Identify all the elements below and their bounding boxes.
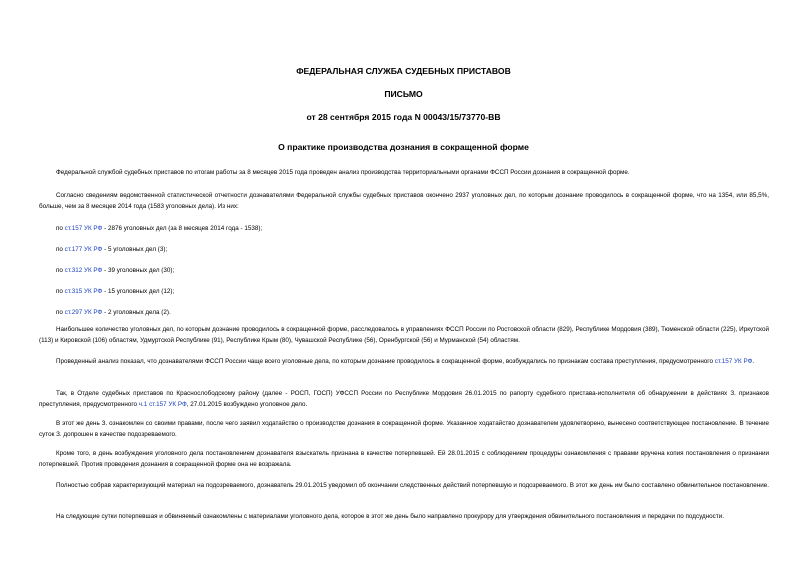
paragraph-8: Полностью собрав характеризующий материал на подозреваемого, дознаватель 29.01.2015 уведомил об окончании следственных действий потерпевшую и подозреваемого. В этот же день им было составлено обвинительное постановление. — [56, 482, 769, 489]
article-link[interactable]: ч.1 ст.157 УК РФ — [138, 400, 187, 408]
paragraph-7: Кроме того, в день возбуждения уголовного дела постановлением дознавателя взыскатель признана в качестве потерпевшей. Ей 28.01.2015 с соблюдением процедуры ознакомления с правами вручена копия постановления о признании потерпевшей. Против проведения дознания в сокращенной форме она не возражала. — [39, 450, 769, 468]
list-item: по ст.315 УК РФ - 15 уголовных дел (12); — [56, 288, 175, 295]
document-type: ПИСЬМО — [384, 89, 423, 99]
article-link[interactable]: ст.297 УК РФ — [64, 309, 103, 316]
document-subject: О практике производства дознания в сокращенной форме — [278, 142, 529, 152]
paragraph-2: Согласно сведениям ведомственной статистической отчетности дознавателями Федеральной службы судебных приставов окончено 2937 уголовных дел, по которым дознание проводилось в сокращенной форме, что на 1354, или 85,5%, больше, чем за 8 месяцев 2014 года (1583 уголовных дела). Из них: — [39, 192, 769, 210]
paragraph-9: На следующие сутки потерпевшая и обвиняемый ознакомлены с материалами уголовного дела, которое в этот же день было направлено прокурору для утверждения обвинительного постановления и передачи по подсудности. — [56, 513, 724, 520]
article-link[interactable]: ст.177 УК РФ — [64, 246, 103, 253]
article-link[interactable]: ст.312 УК РФ — [64, 267, 103, 274]
list-item: по ст.157 УК РФ - 2876 уголовных дел (за 8 месяцев 2014 года - 1538); — [56, 225, 263, 232]
list-item: по ст.297 УК РФ - 2 уголовных дела (2). — [56, 309, 171, 316]
paragraph-6: В этот же день З. ознакомлен со своими правами, после чего заявил ходатайство о производстве дознания в сокращенной форме. Указанное ходатайство дознавателем удовлетворено, вынесено соответствующее постановление. В течение суток З. допрошен в качестве подозреваемого. — [39, 420, 769, 438]
list-item: по ст.177 УК РФ - 5 уголовных дел (3); — [56, 246, 168, 253]
paragraph-1: Федеральной службой судебных приставов по итогам работы за 8 месяцев 2015 года проведен анализ производства территориальными органами ФССП России дознания в сокращенной форме. — [56, 169, 630, 176]
article-link[interactable]: ст.157 УК РФ — [64, 225, 103, 232]
date-number: от 28 сентября 2015 года N 00043/15/73770-ВВ — [306, 112, 501, 122]
paragraph-4: Проведенный анализ показал, что дознавателями ФССП России чаще всего уголовные дела, по которым дознание проводилось в сокращенной форме, возбуждались по признакам состава преступления, предусмотренного ст.157 УК РФ. — [56, 358, 755, 365]
paragraph-3: Наибольшее количество уголовных дел, по которым дознание проводилось в сокращенной форме, расследовалось в управлениях ФССП России по Ростовской области (829), Республике Мордовия (389), Тюменской области (225), Иркутской (113) и Кировской (106) областям, Удмуртской Республике (91), Республике Крым (80), Чувашской Республике (56), Оренбургской (56) и Мурманской (54) областям. — [39, 326, 769, 344]
article-link[interactable]: ст.157 УК РФ — [714, 358, 753, 365]
list-item: по ст.312 УК РФ - 39 уголовных дел (30); — [56, 267, 175, 274]
article-link[interactable]: ст.315 УК РФ — [64, 288, 103, 295]
agency-heading: ФЕДЕРАЛЬНАЯ СЛУЖБА СУДЕБНЫХ ПРИСТАВОВ — [296, 66, 511, 76]
paragraph-5: Так, в Отделе судебных приставов по Краснослободскому району (далее - РОСП, ГОСП) УФССП России по Республике Мордовия 26.01.2015 по рапорту судебного пристава-исполнителя об обнаружении в действиях З. признаков преступления, предусмотренного ч.1 ст.157 УК РФ, 27.01.2015 возбуждено уголовное дело. — [39, 390, 769, 408]
